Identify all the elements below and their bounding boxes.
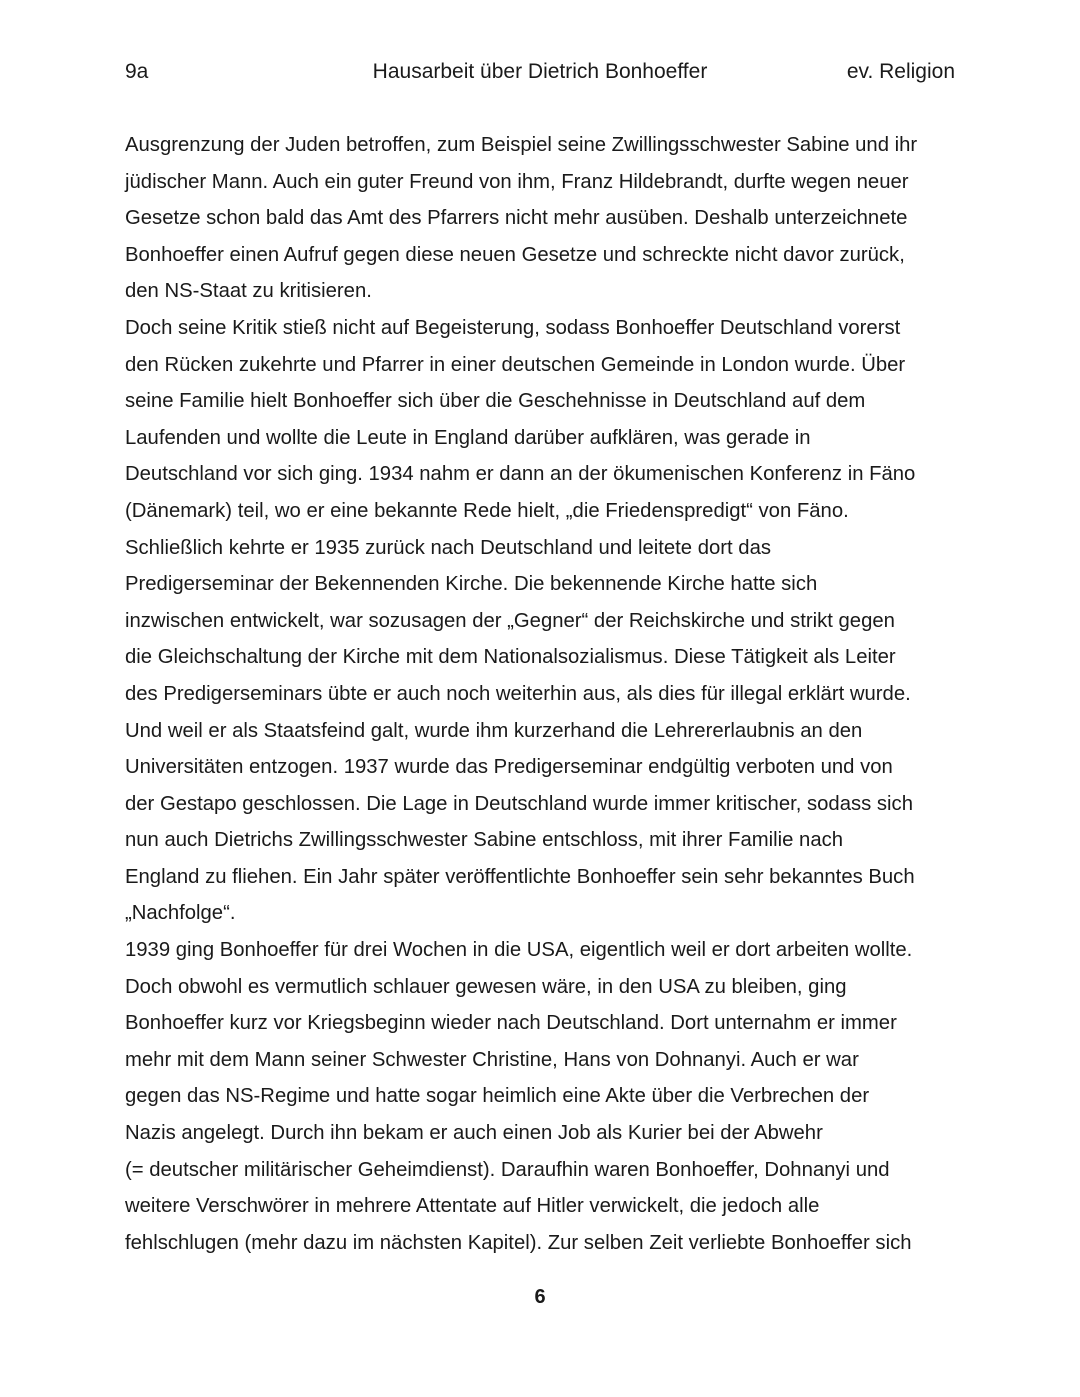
text-line: nun auch Dietrichs Zwillingsschwester Sabine entschloss, mit ihrer Familie nach — [125, 829, 844, 852]
page-header — [0, 60, 1080, 92]
text-line: 1939 ging Bonhoeffer für drei Wochen in die USA, eigentlich weil er dort arbeiten wollte. — [125, 939, 913, 962]
text-line: des Predigerseminars übte er auch noch weiterhin aus, als dies für illegal erklärt wurde. — [125, 682, 911, 705]
text-line: die Gleichschaltung der Kirche mit dem Nationalsozialismus. Diese Tätigkeit als Leiter — [125, 646, 896, 669]
text-line: Ausgrenzung der Juden betroffen, zum Beispiel seine Zwillingsschwester Sabine und ihr — [125, 134, 918, 156]
text-line: Doch seine Kritik stieß nicht auf Begeisterung, sodass Bonhoeffer Deutschland vorerst — [125, 316, 901, 339]
class-label: 9a — [125, 60, 149, 83]
body-text — [125, 127, 965, 1261]
text-line: Deutschland vor sich ging. 1934 nahm er dann an der ökumenischen Konferenz in Fäno — [125, 463, 916, 486]
text-line: Gesetze schon bald das Amt des Pfarrers nicht mehr ausüben. Deshalb unterzeichnete — [125, 207, 908, 230]
text-line: jüdischer Mann. Auch ein guter Freund von ihm, Franz Hildebrandt, durfte wegen neuer — [125, 170, 909, 193]
text-line: Bonhoeffer kurz vor Kriegsbeginn wieder nach Deutschland. Dort unternahm er immer — [125, 1012, 897, 1035]
text-line: (= deutscher militärischer Geheimdienst). Daraufhin waren Bonhoeffer, Dohnanyi und — [125, 1158, 890, 1181]
page-number: 6 — [534, 1286, 546, 1308]
text-line: Bonhoeffer einen Aufruf gegen diese neuen Gesetze und schreckte nicht davor zurück, — [125, 243, 905, 266]
text-line: Und weil er als Staatsfeind galt, wurde ihm kurzerhand die Lehrererlaubnis an den — [125, 719, 863, 742]
text-line: den Rücken zukehrte und Pfarrer in einer deutschen Gemeinde in London wurde. Über — [125, 353, 906, 376]
text-line: „Nachfolge“. — [125, 902, 236, 925]
text-line: Laufenden und wollte die Leute in England darüber aufklären, was gerade in — [125, 426, 811, 449]
text-line: Schließlich kehrte er 1935 zurück nach Deutschland und leitete dort das — [125, 536, 771, 559]
text-line: mehr mit dem Mann seiner Schwester Christine, Hans von Dohnanyi. Auch er war — [125, 1048, 859, 1071]
text-line: Nazis angelegt. Durch ihn bekam er auch einen Job als Kurier bei der Abwehr — [125, 1122, 823, 1145]
text-line: Universitäten entzogen. 1937 wurde das Predigerseminar endgültig verboten und von — [125, 756, 893, 779]
text-line: seine Familie hielt Bonhoeffer sich über die Geschehnisse in Deutschland auf dem — [125, 390, 866, 413]
text-line: gegen das NS-Regime und hatte sogar heimlich eine Akte über die Verbrechen der — [125, 1085, 870, 1108]
text-line: (Dänemark) teil, wo er eine bekannte Rede hielt, „die Friedenspredigt“ von Fäno. — [125, 499, 849, 522]
text-line: inzwischen entwickelt, war sozusagen der „Gegner“ der Reichskirche und strikt gegen — [125, 609, 895, 632]
text-line: England zu fliehen. Ein Jahr später veröffentlichte Bonhoeffer sein sehr bekanntes Buch — [125, 865, 915, 888]
document-title: Hausarbeit über Dietrich Bonhoeffer — [372, 60, 708, 83]
text-line: der Gestapo geschlossen. Die Lage in Deutschland wurde immer kritischer, sodass sich — [125, 792, 913, 815]
subject-label: ev. Religion — [846, 60, 955, 83]
text-line: weitere Verschwörer in mehrere Attentate auf Hitler verwickelt, die jedoch alle — [125, 1195, 820, 1218]
text-line: Doch obwohl es vermutlich schlauer gewesen wäre, in den USA zu bleiben, ging — [125, 975, 847, 998]
text-line: Predigerseminar der Bekennenden Kirche. Die bekennende Kirche hatte sich — [125, 573, 818, 596]
text-line: fehlschlugen (mehr dazu im nächsten Kapitel). Zur selben Zeit verliebte Bonhoeffer sich — [125, 1231, 912, 1254]
text-line: den NS-Staat zu kritisieren. — [125, 280, 372, 303]
